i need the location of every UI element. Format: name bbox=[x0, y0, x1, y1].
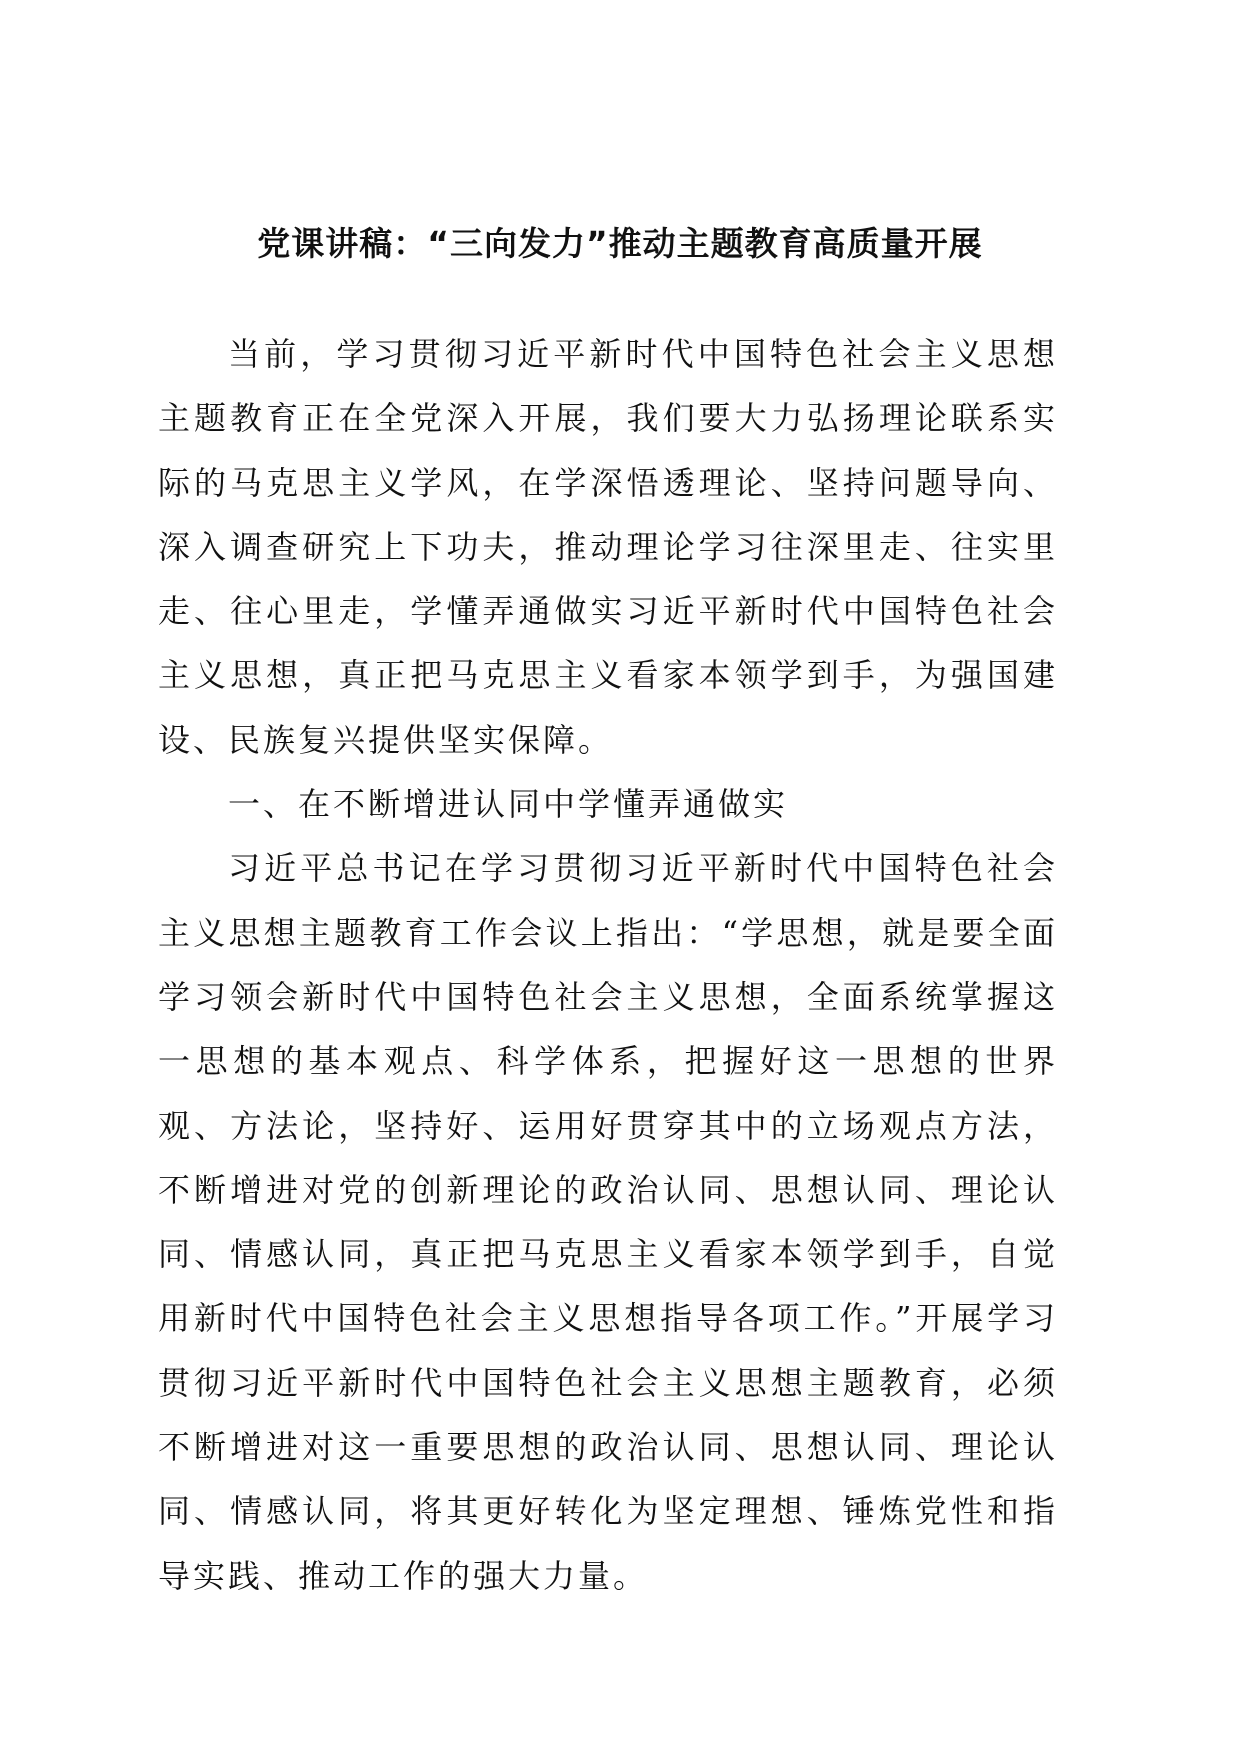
document-body bbox=[158, 322, 1058, 1608]
section-paragraph: 习近平总书记在学习贯彻习近平新时代中国特色社会主义思想主题教育工作会议上指出：“学思想，就是要全面学习领会新时代中国特色社会主义思想，全面系统掌握这一思想的基本观点、科学体系，把握好这一思想的世界观、方法论，坚持好、运用好贯穿其中的立场观点方法，不断增进对党的创新理论的政治认同、思想认同、理论认同、情感认同，真正把马克思主义看家本领学到手，自觉用新时代中国特色社会主义思想指导各项工作。”开展学习贯彻习近平新时代中国特色社会主义思想主题教育，必须不断增进对这一重要思想的政治认同、思想认同、理论认同、情感认同，将其更好转化为坚定理想、锤炼党性和指导实践、推动工作的强大力量。 bbox=[158, 849, 1058, 1595]
document-title: 党课讲稿：“三向发力”推动主题教育高质量开展 bbox=[257, 224, 983, 263]
intro-paragraph: 当前，学习贯彻习近平新时代中国特色社会主义思想主题教育正在全党深入开展，我们要大力弘扬理论联系实际的马克思主义学风，在学深悟透理论、坚持问题导向、深入调查研究上下功夫，推动理论学习往深里走、往实里走、往心里走，学懂弄通做实习近平新时代中国特色社会主义思想，真正把马克思主义看家本领学到手，为强国建设、民族复兴提供坚实保障。 bbox=[158, 335, 1058, 759]
section-heading: 一、在不断增进认同中学懂弄通做实 bbox=[228, 785, 789, 824]
